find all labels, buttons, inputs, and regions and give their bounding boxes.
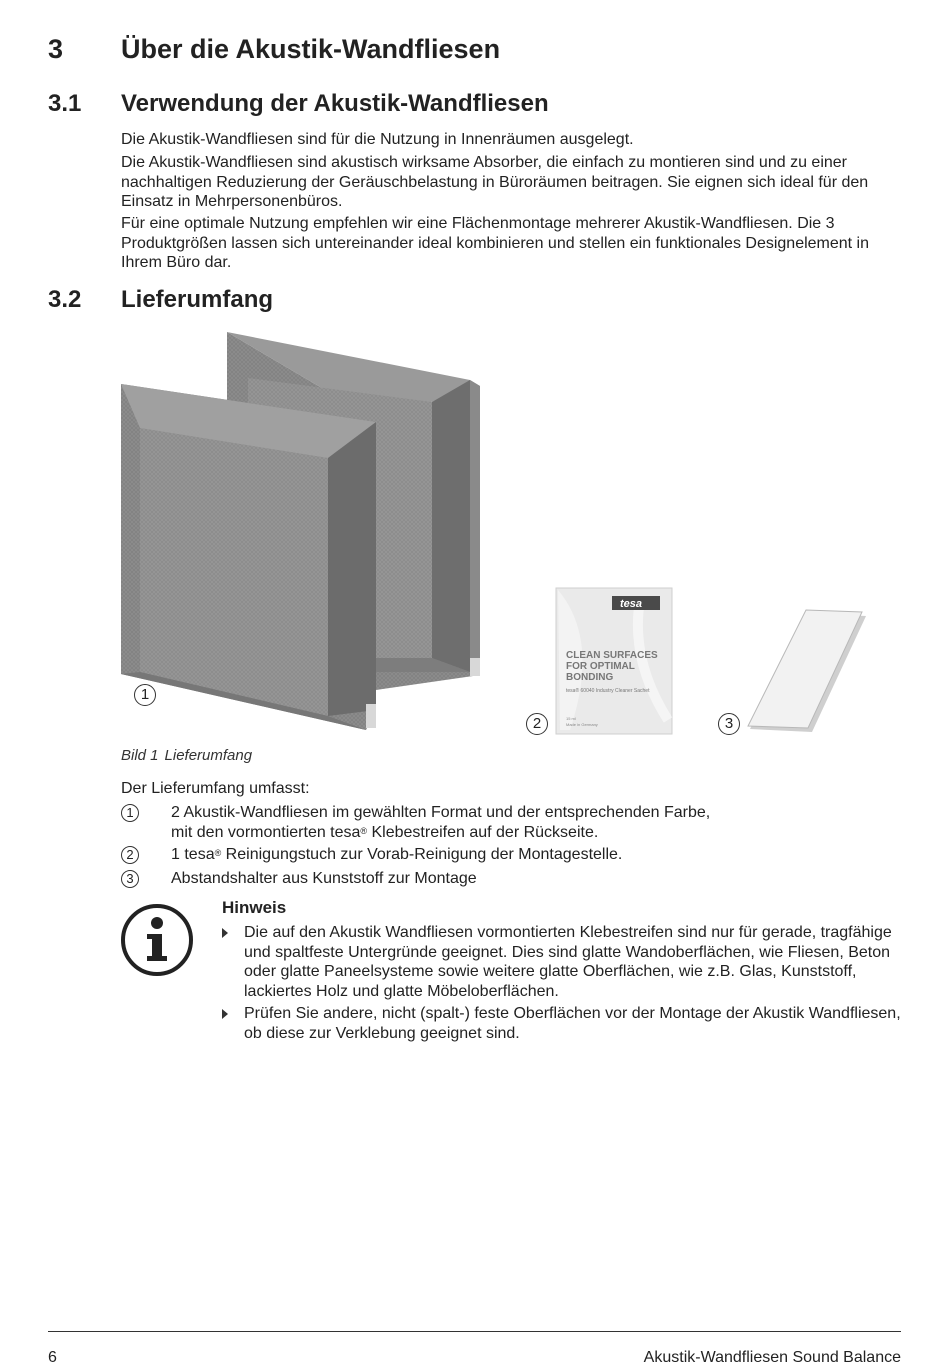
list-item <box>121 803 881 842</box>
callout-1: 1 <box>134 684 156 706</box>
paragraph-usage-2: Die Akustik-Wandfliesen sind akustisch wirksame Absorber, die einfach zu montieren sind und zu einer nachhaltigen Reduzierung der Geräuschbelastung in Büroräumen beitragen. Sie eignen sich ideal für den Einsatz in Mehrpersonenbüros. <box>121 154 869 210</box>
figure-caption <box>121 747 252 764</box>
list-item <box>121 845 881 865</box>
section-number: 3 <box>48 34 64 64</box>
item-line: 1 tesa <box>171 846 215 863</box>
sachet-sub: tesa® 60040 Industry Cleaner Sachet <box>566 688 650 694</box>
bullet-text: Die auf den Akustik Wandfliesen vormontierten Klebestreifen sind nur für gerade, tragfähige und spaltfeste Untergründe geeignet. Dies sind glatte Wandoberflächen, wie Fliesen, Beton oder glatte Paneelsysteme sowie weitere glatte Oberflächen, wie z.B. Glas, Kunststoff, lackiertes Holz und glatte Möbeloberflächen. <box>244 924 892 1000</box>
section-title: Lieferumfang <box>121 286 274 313</box>
callout-3: 3 <box>718 713 740 735</box>
note-bullet <box>222 1004 912 1043</box>
cleaning-sachet <box>556 588 672 734</box>
registered-mark: ® <box>360 825 368 836</box>
item-text: Abstandshalter aus Kunststoff zur Montage <box>171 870 477 887</box>
bullet-text: Prüfen Sie andere, nicht (spalt-) feste Oberflächen vor der Montage der Akustik Wandfliesen, ob diese zur Verklebung geeignet sind. <box>244 1005 901 1042</box>
section-number: 3.1 <box>48 90 82 117</box>
triangle-bullet-icon <box>222 928 228 938</box>
section-3-heading <box>48 34 500 65</box>
caption-label: Bild 1 <box>121 747 159 764</box>
paragraph-usage-3: Für eine optimale Nutzung empfehlen wir eine Flächenmontage mehrerer Akustik-Wandfliesen. Die 3 Produktgrößen lassen sich untereinander ideal kombinieren und stellen ein funktionales Designelement in Ihrem Büro dar. <box>121 215 870 271</box>
sachet-small2: Made in Germany <box>566 722 598 727</box>
registered-mark: ® <box>214 848 222 858</box>
item-text <box>171 845 881 865</box>
sachet-line2: FOR OPTIMAL <box>566 661 635 672</box>
item-number: 1 <box>121 804 139 822</box>
plastic-spacer <box>748 610 866 732</box>
sachet-line3: BONDING <box>566 672 614 683</box>
section-title: Verwendung der Akustik-Wandfliesen <box>121 90 549 117</box>
paragraph-usage-1: Die Akustik-Wandfliesen sind für die Nutzung in Innenräumen ausgelegt. <box>121 131 634 148</box>
footer-title: Akustik-Wandfliesen Sound Balance <box>643 1349 901 1366</box>
section-3-1-heading <box>48 90 549 118</box>
sachet-line1: CLEAN SURFACES <box>566 650 658 661</box>
list-intro: Der Lieferumfang umfasst: <box>121 780 310 797</box>
acoustic-tile-front <box>121 384 376 730</box>
item-line: mit den vormontierten tesa <box>171 823 361 841</box>
item-line: Klebestreifen auf der Rückseite. <box>367 823 599 841</box>
note-title: Hinweis <box>222 898 287 917</box>
item-number: 2 <box>121 846 139 864</box>
delivery-figure <box>0 320 950 750</box>
footer-divider <box>48 1331 901 1332</box>
section-title: Über die Akustik-Wandfliesen <box>121 34 501 64</box>
item-line: 2 Akustik-Wandfliesen im gewählten Format und der entsprechenden Farbe, <box>171 804 711 821</box>
callout-2: 2 <box>526 713 548 735</box>
section-number: 3.2 <box>48 286 82 313</box>
sachet-small1: 15 ml <box>566 716 576 721</box>
sachet-brand: tesa <box>620 598 643 610</box>
note-bullet <box>222 923 912 1001</box>
triangle-bullet-icon <box>222 1009 228 1019</box>
info-icon <box>120 903 194 977</box>
item-number: 3 <box>121 870 139 888</box>
caption-text: Lieferumfang <box>164 747 253 764</box>
page-number: 6 <box>48 1349 57 1366</box>
item-text <box>171 803 881 842</box>
item-line: Reinigungstuch zur Vorab-Reinigung der Montagestelle. <box>221 846 623 863</box>
section-3-2-heading <box>48 286 273 314</box>
list-item <box>121 869 881 889</box>
